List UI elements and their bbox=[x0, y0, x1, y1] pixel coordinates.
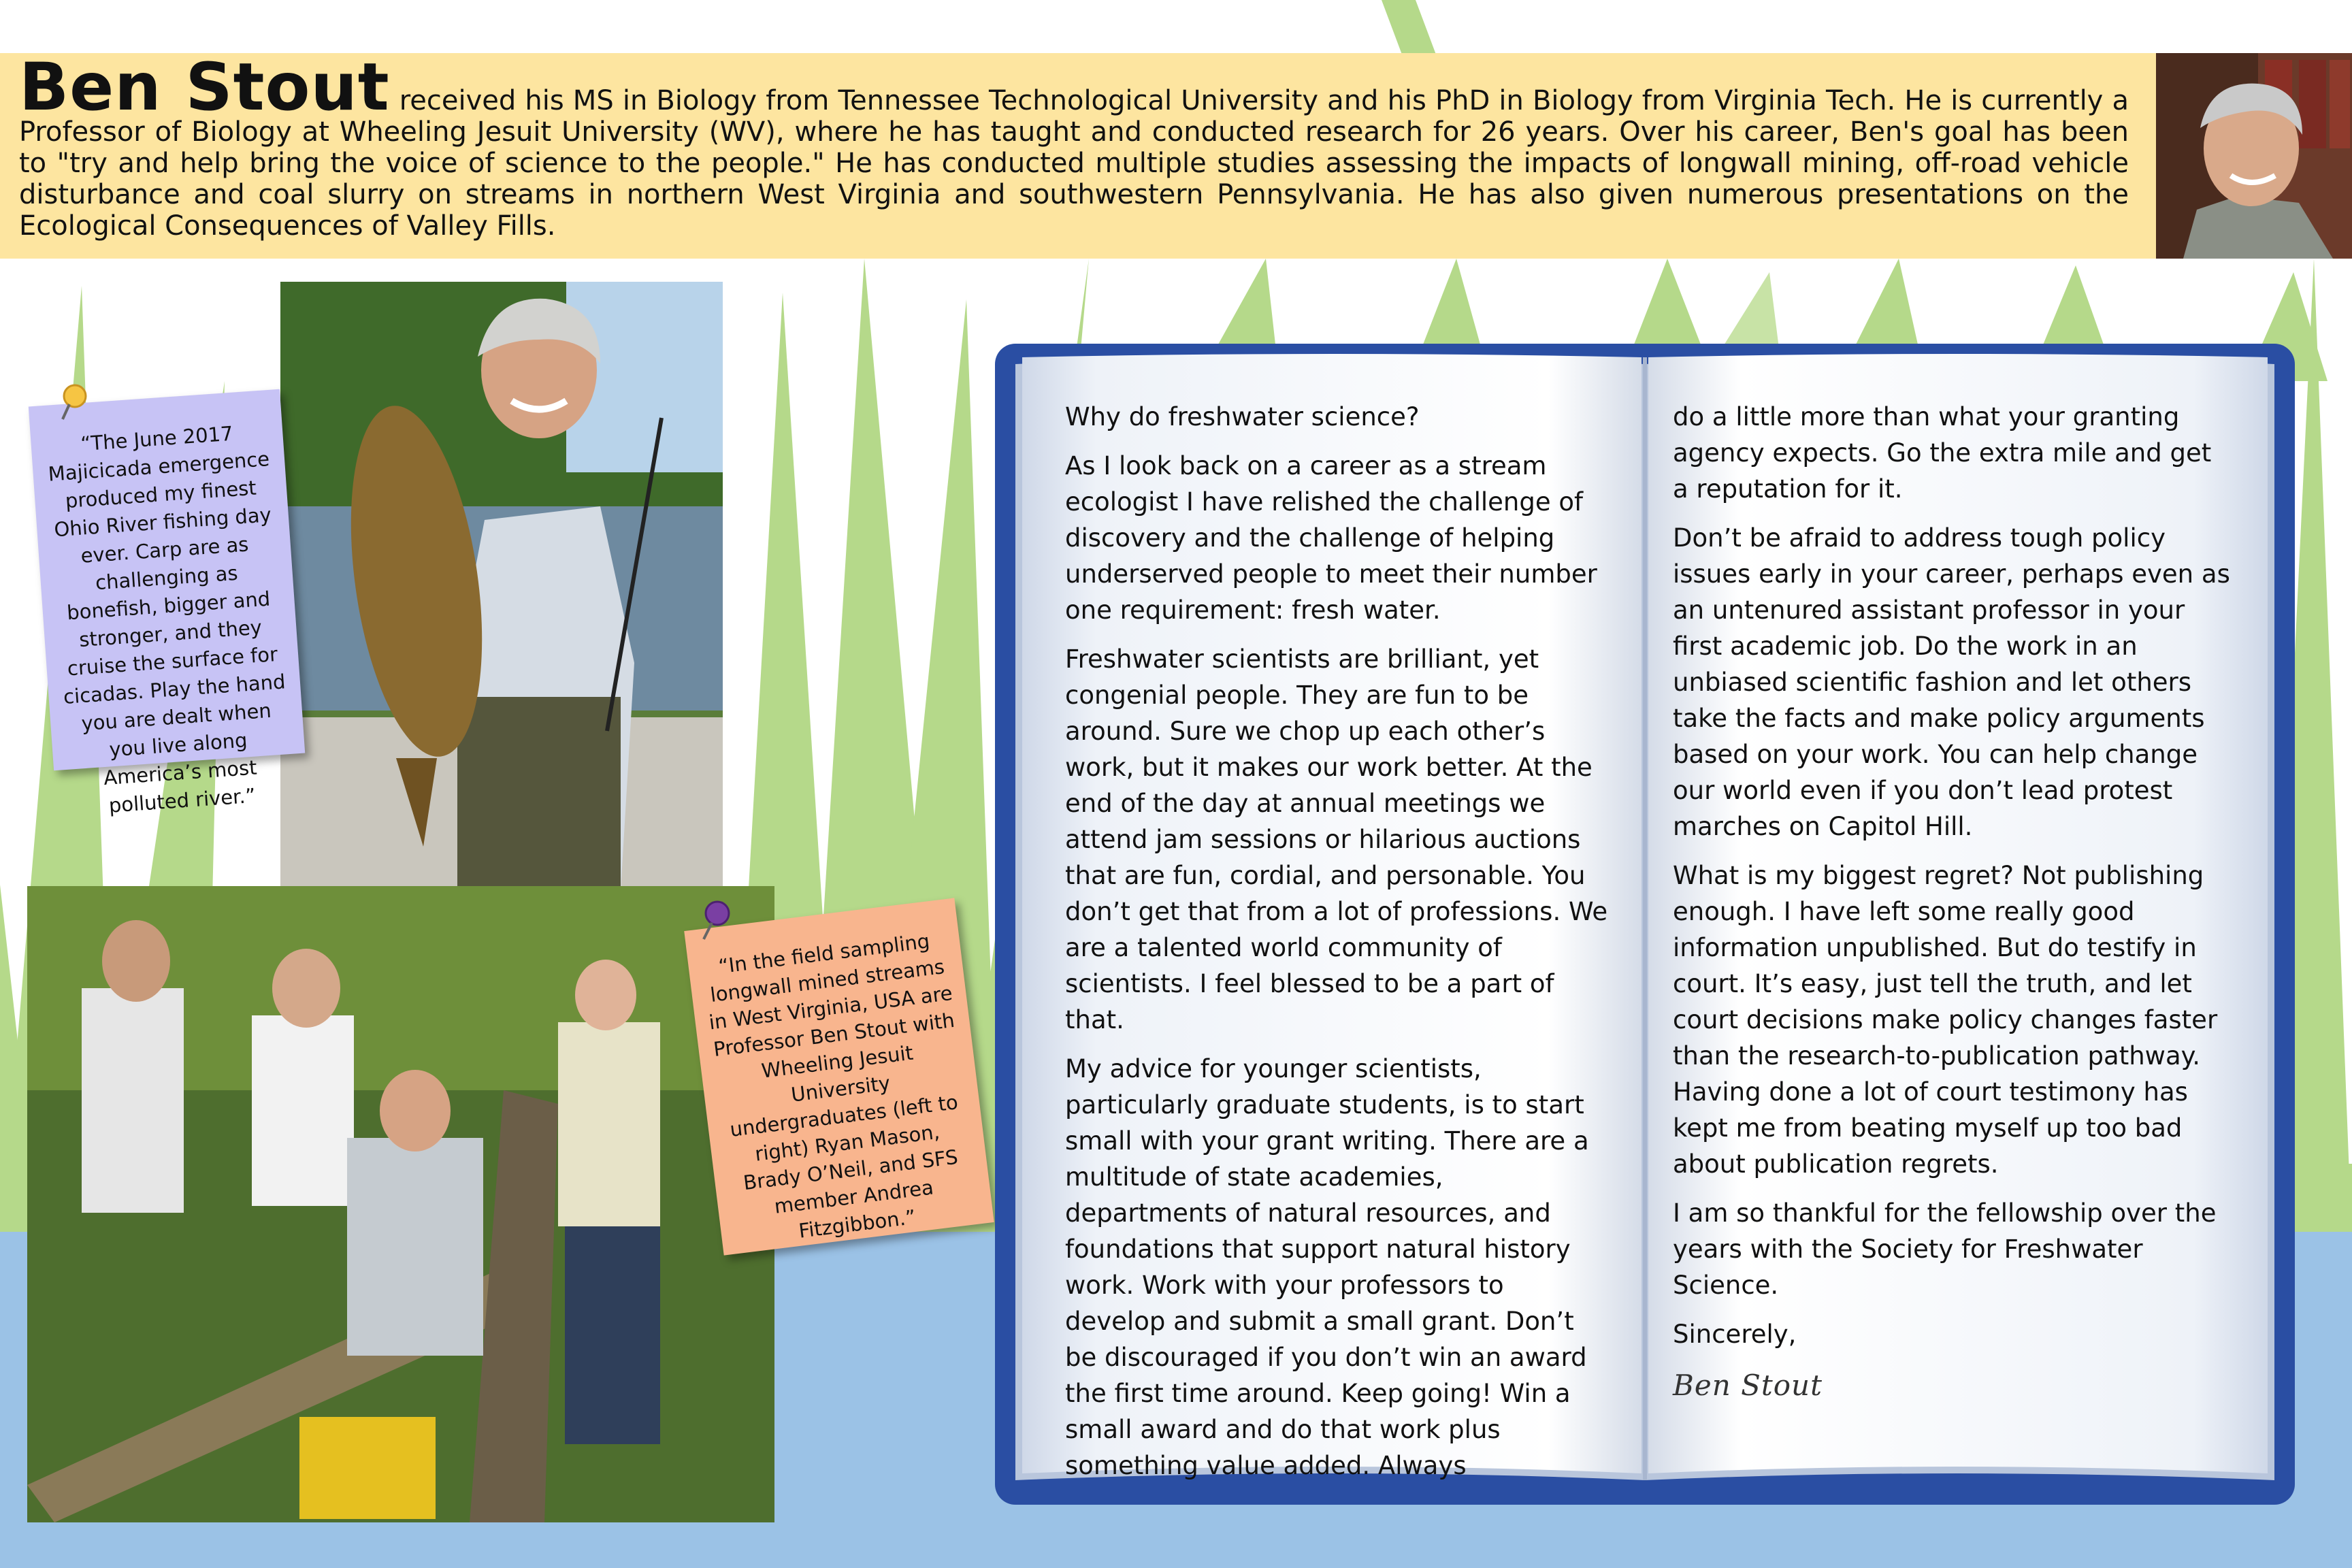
field-caption-text: “In the field sampling longwall mined streams in West Virginia, USA are Professor Ben Stout with Wheeling Jesuit University undergraduates (left to right) Ryan Mason, Brady O’Neil, and SFS member Andrea Fitzgibbon.” bbox=[707, 929, 960, 1243]
letter-paragraph: Why do freshwater science? bbox=[1065, 402, 1420, 431]
portrait-photo bbox=[2156, 53, 2352, 259]
letter-paragraph: As I look back on a career as a stream ecologist I have relished the challenge of discovery and the challenge of helping underserved people to meet their number one requirement: fresh water. bbox=[1065, 451, 1597, 625]
bio-text: received his MS in Biology from Tennessee Technological University and his PhD in Biology from Virginia Tech. He is currently a Professor of Biology at Wheeling Jesuit University (WV), where he has taught and conducted research for 26 years. Over his career, Ben's goal has been to "try and help bring the voice of science to the people." He has conducted multiple studies assessing the impacts of longwall mining, off-road vehicle disturbance and coal slurry on streams in northern West Virginia and southwestern Pennsylvania. He has also given numerous presentations on the Ecological Consequences of Valley Fills. bbox=[19, 85, 2129, 242]
purple-pushpin-icon bbox=[694, 898, 738, 942]
fishing-quote-text: “The June 2017 Majicicada emergence produced my finest Ohio River fishing day ever. Carp are as challenging as bonefish, bigger and stronger, and they cruise the surface for cicadas. Play the hand you are dealt when you live along America’s most polluted river.” bbox=[47, 421, 287, 817]
yellow-pushpin-icon bbox=[54, 381, 95, 422]
letter-paragraph: Don’t be afraid to address tough policy issues early in your career, perhaps even as an untenured assistant professor in your first academic job. Do the work in an unbiased scientific fashion and let others take the facts and make policy arguments based on your work. You can help change our world even if you don’t lead protest marches on Capitol Hill. bbox=[1673, 523, 2230, 841]
letter-right-page bbox=[1673, 399, 2231, 1403]
field-caption-note bbox=[684, 898, 994, 1255]
fishing-quote-note bbox=[29, 389, 305, 817]
letter-closing: Sincerely, bbox=[1673, 1320, 1797, 1349]
letter-paragraph: do a little more than what your granting agency expects. Go the extra mile and get a reputation for it. bbox=[1673, 402, 2212, 504]
letter-paragraph: I am so thankful for the fellowship over the years with the Society for Freshwater Science. bbox=[1673, 1198, 2217, 1300]
signature: Ben Stout bbox=[1673, 1369, 1823, 1402]
letter-left-page bbox=[1065, 399, 1610, 1497]
letter-paragraph: What is my biggest regret? Not publishing enough. I have left some really good information unpublished. But do testify in court. It’s easy, just tell the truth, and let court decisions make policy changes faster than the research-to-publication pathway. Having done a lot of court testimony has kept me from beating myself up too bad about publication regrets. bbox=[1673, 861, 2218, 1179]
author-name: Ben Stout bbox=[19, 49, 390, 125]
field-team-photo bbox=[27, 886, 774, 1522]
bio-paragraph bbox=[19, 49, 2129, 242]
letter-paragraph: My advice for younger scientists, particularly graduate students, is to start small with your grant writing. There are a multitude of state academies, departments of natural resources, and foundations that support natural history work. Work with your professors to develop and submit a small grant. Don’t be discouraged if you don’t win an award the first time around. Keep going! Win a small award and do that work plus something value added. Always bbox=[1065, 1054, 1589, 1480]
fishing-photo bbox=[280, 282, 723, 891]
letter-paragraph: Freshwater scientists are brilliant, yet congenial people. They are fun to be around. Sure we chop up each other’s work, but it makes our work better. At the end of the day at annual meetings we attend jam sessions or hilarious auctions that are fun, cordial, and personable. You don’t get that from a lot of professions. We are a talented world community of scientists. I feel blessed to be a part of that. bbox=[1065, 644, 1608, 1034]
grass-blade bbox=[1382, 0, 1436, 54]
